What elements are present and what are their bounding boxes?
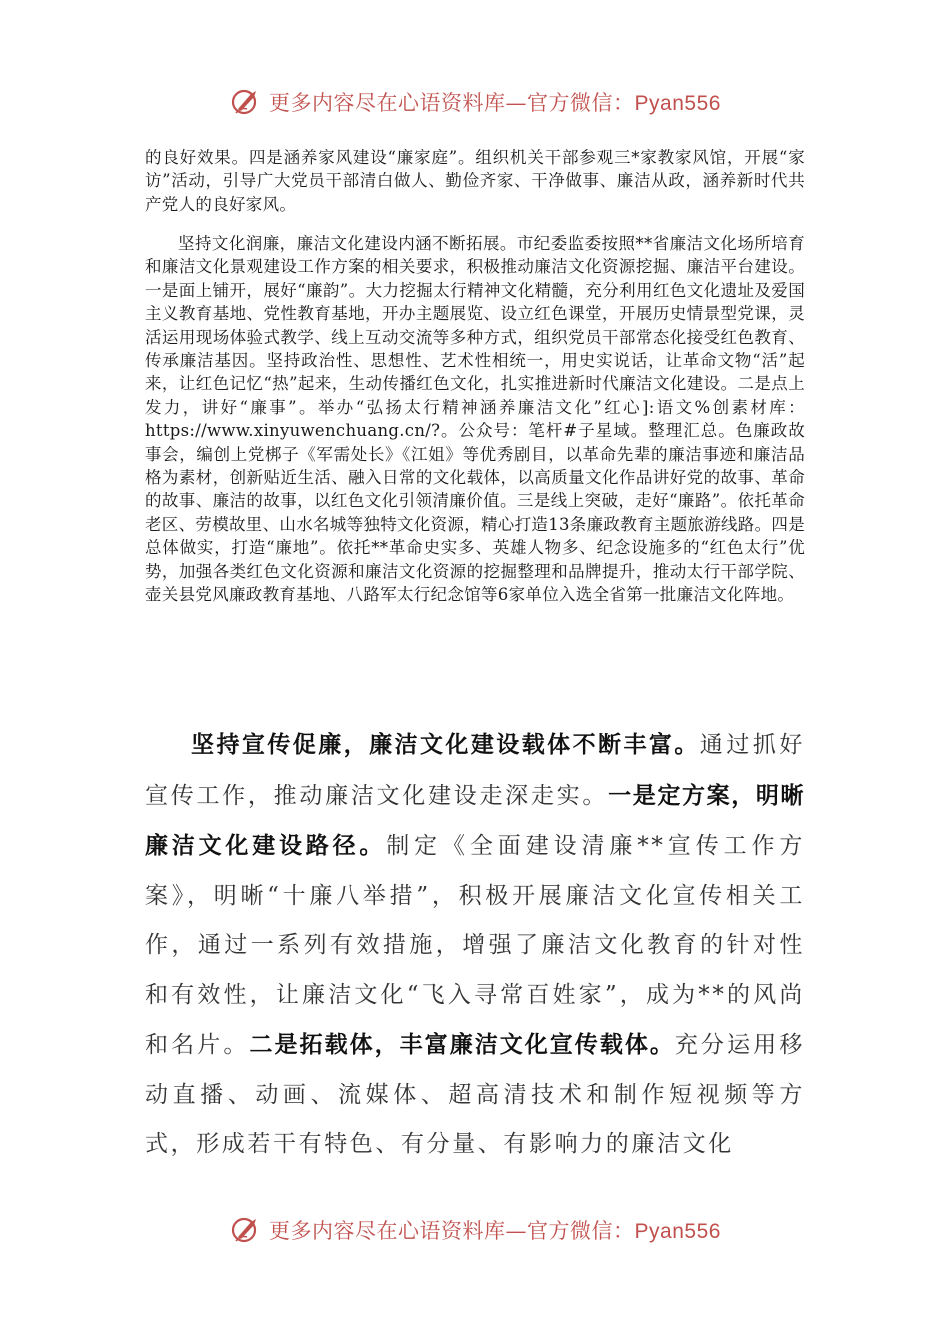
- pen-nib-logo-icon: [229, 1213, 263, 1247]
- watermark-footer: [0, 1210, 950, 1250]
- paragraph-publicity: [145, 720, 805, 1170]
- paragraph-culture: [145, 232, 805, 607]
- watermark-header: [0, 82, 950, 122]
- point1-title: 一是定方案，明晰廉洁文化建设路径。: [145, 781, 806, 859]
- paragraph-top-text: 的良好效果。四是涵养家风建设“廉家庭”。组织机关干部参观三*家教家风馆，开展“家访”活动，引导广大党员干部清白做人、勤俭齐家、干净做事、廉洁从政，涵养新时代共产党人的良好家风。: [145, 148, 805, 214]
- point2-body: 充分运用移动直播、动画、流媒体、超高清技术和制作短视频等方式，形成若干有特色、有分量、有影响力的廉洁文化: [145, 1032, 806, 1157]
- publicity-heading: 坚持宣传促廉，廉洁文化建设载体不断丰富。: [191, 731, 700, 758]
- paragraph-publicity-text: [145, 720, 805, 1170]
- publicity-intro: 通过抓好宣传工作，推动廉洁文化建设走深走实。: [145, 732, 805, 809]
- watermark-text: 更多内容尽在心语资料库—官方微信：Pyan556: [269, 91, 721, 115]
- point2-title: 二是拓载体，丰富廉洁文化宣传载体。: [249, 1031, 675, 1058]
- pen-nib-logo-icon: [229, 85, 263, 119]
- paragraph-culture-text: 坚持文化润廉，廉洁文化建设内涵不断拓展。市纪委监委按照**省廉洁文化场所培育和廉洁文化景观建设工作方案的相关要求，积极推动廉洁文化资源挖掘、廉洁平台建设。一是面上铺开，展好“廉韵”。大力挖掘太行精神文化精髓，充分利用红色文化遗址及爱国主义教育基地、党性教育基地，开办主题展览、设立红色课堂，开展历史情景型党课，灵活运用现场体验式教学、线上互动交流等多种方式，组织党员干部常态化接受红色教育、传承廉洁基因。坚持政治性、思想性、艺术性相统一，用史实说话，让革命文物“活”起来，让红色记忆“热”起来，生动传播红色文化，扎实推进新时代廉洁文化建设。二是点上发力，讲好“廉事”。举办“弘扬太行精神涵养廉洁文化”红心]:语文%创素材库：https://www.xinyuwenchuang.cn/?。公众号：笔杆#子星域。整理汇总。色廉政故事会，编创上党梆子《军需处长》《江姐》等优秀剧目，以革命先辈的廉洁事迹和廉洁品格为素材，创新贴近生活、融入日常的文化载体，以高质量文化作品讲好党的故事、革命的故事、廉洁的故事，以红色文化引领清廉价值。三是线上突破，走好“廉路”。依托革命老区、劳模故里、山水名城等独特文化资源，精心打造13条廉政教育主题旅游线路。四是总体做实，打造“廉地”。依托**革命史实多、英雄人物多、纪念设施多的“红色太行”优势，加强各类红色文化资源和廉洁文化资源的挖掘整理和品牌提升，推动太行干部学院、壶关县党风廉政教育基地、八路军太行纪念馆等6家单位入选全省第一批廉洁文化阵地。: [145, 234, 805, 605]
- watermark-text: 更多内容尽在心语资料库—官方微信：Pyan556: [269, 1219, 721, 1243]
- point1-body: 制定《全面建设清廉**宣传工作方案》，明晰“十廉八举措”，积极开展廉洁文化宣传相关工作，通过一系列有效措施，增强了廉洁文化教育的针对性和有效性，让廉洁文化“飞入寻常百姓家”，成为**的风尚和名片。: [145, 833, 805, 1058]
- paragraph-top: [145, 146, 805, 216]
